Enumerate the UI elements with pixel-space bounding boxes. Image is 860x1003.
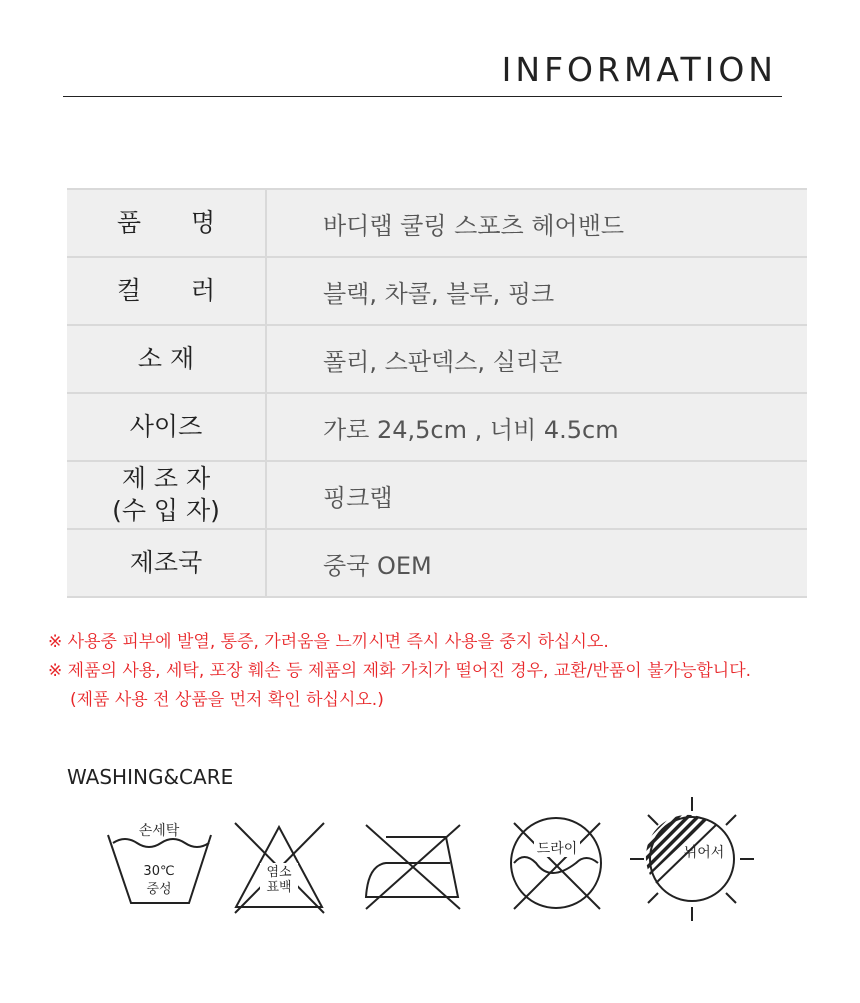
row-value: 블랙, 차콜, 블루, 핑크 [266,257,807,325]
row-value: 중국 OEM [266,529,807,597]
row-label: 제조국 [67,529,266,597]
row-value: 바디랩 쿨링 스포츠 헤어밴드 [266,189,807,257]
washing-care-title: WASHING&CARE [67,765,234,789]
table-row [67,189,807,257]
table-row [67,257,807,325]
no-dry-clean-icon [506,805,606,915]
row-value: 핑크랩 [266,461,807,529]
row-label-sub: (수 입 자) [112,496,220,525]
hand-wash-detergent: 중성 [146,882,172,897]
dry-flat-shade-icon [628,805,756,923]
row-label: 제 조 자 [121,464,211,493]
page-title: INFORMATION [501,50,777,89]
product-info-table [67,188,807,598]
hand-wash-temp: 30℃ [143,864,175,879]
table-row [67,461,807,529]
notice-line: ※ 사용중 피부에 발열, 통증, 가려움을 느끼시면 즉시 사용을 중지 하십시오. [48,632,609,652]
no-bleach-icon [232,805,327,915]
table-row [67,393,807,461]
row-label: 소 재 [67,325,266,393]
notice-line: ※ 제품의 사용, 세탁, 포장 훼손 등 제품의 제화 가치가 떨어진 경우, 교환/반품이 불가능합니다. [48,661,752,681]
row-value: 가로 24,5cm , 너비 4.5cm [266,393,807,461]
row-label-multiline [67,461,266,529]
bleach-label-2: 표백 [266,880,292,895]
no-iron-icon [362,805,464,915]
table-row [67,325,807,393]
row-value: 폴리, 스판덱스, 실리콘 [266,325,807,393]
dry-clean-label: 드라이 [536,841,578,857]
title-divider [63,96,782,97]
notice-line: (제품 사용 전 상품을 먼저 확인 하십시오.) [70,690,384,710]
hand-wash-icon [103,805,215,915]
bleach-label-1: 염소 [266,865,292,880]
row-label: 품 명 [67,189,266,257]
hand-wash-label: 손세탁 [138,823,180,839]
notice-block [48,628,751,715]
row-label: 컬 러 [67,257,266,325]
table-row [67,529,807,597]
row-label: 사이즈 [67,393,266,461]
dry-flat-label: 뉘어서 [683,845,725,861]
